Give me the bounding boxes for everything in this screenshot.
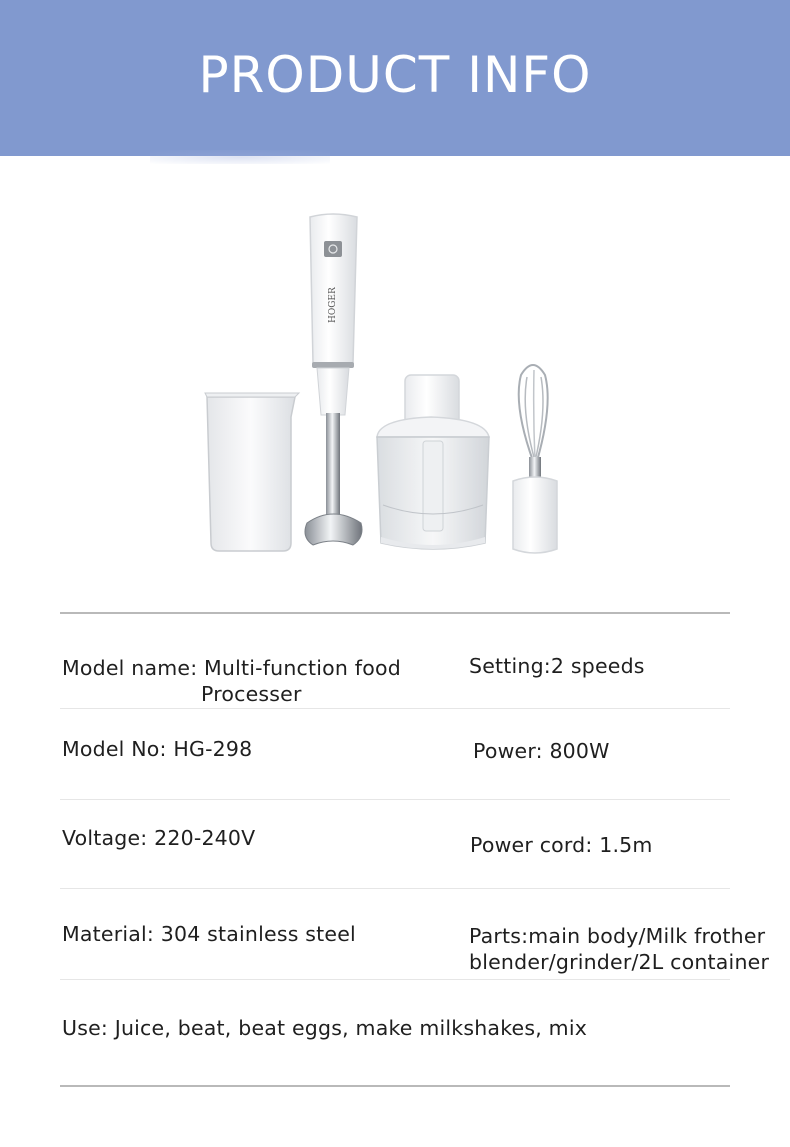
measuring-cup bbox=[205, 393, 299, 551]
chopper-bowl bbox=[377, 375, 489, 549]
product-image bbox=[195, 205, 615, 565]
brand-logo: HOGER bbox=[328, 287, 338, 323]
divider bbox=[60, 888, 730, 889]
spec-model-no: Model No: HG-298 bbox=[62, 737, 253, 761]
whisk-attachment bbox=[513, 365, 557, 553]
divider bbox=[60, 979, 730, 980]
spec-power: Power: 800W bbox=[473, 739, 610, 763]
header-banner bbox=[0, 0, 790, 156]
spec-power-cord: Power cord: 1.5m bbox=[470, 833, 653, 857]
spec-material: Material: 304 stainless steel bbox=[62, 922, 356, 946]
spec-parts-continued: blender/grinder/2L container bbox=[469, 950, 770, 974]
divider-bottom bbox=[60, 1085, 730, 1087]
spec-voltage: Voltage: 220-240V bbox=[62, 826, 256, 850]
banner-shadow bbox=[150, 150, 330, 164]
spec-use: Use: Juice, beat, beat eggs, make milkshakes, mix bbox=[62, 1016, 588, 1040]
page-title: PRODUCT INFO bbox=[198, 46, 592, 104]
divider bbox=[60, 708, 730, 709]
divider bbox=[60, 799, 730, 800]
hand-blender bbox=[305, 214, 362, 545]
spec-setting: Setting:2 speeds bbox=[469, 654, 645, 678]
spec-model-name-continued: Processer bbox=[201, 682, 302, 706]
spec-model-name: Model name: Multi-function food bbox=[62, 656, 401, 680]
divider-top bbox=[60, 612, 730, 614]
spec-parts: Parts:main body/Milk frother bbox=[469, 924, 766, 948]
